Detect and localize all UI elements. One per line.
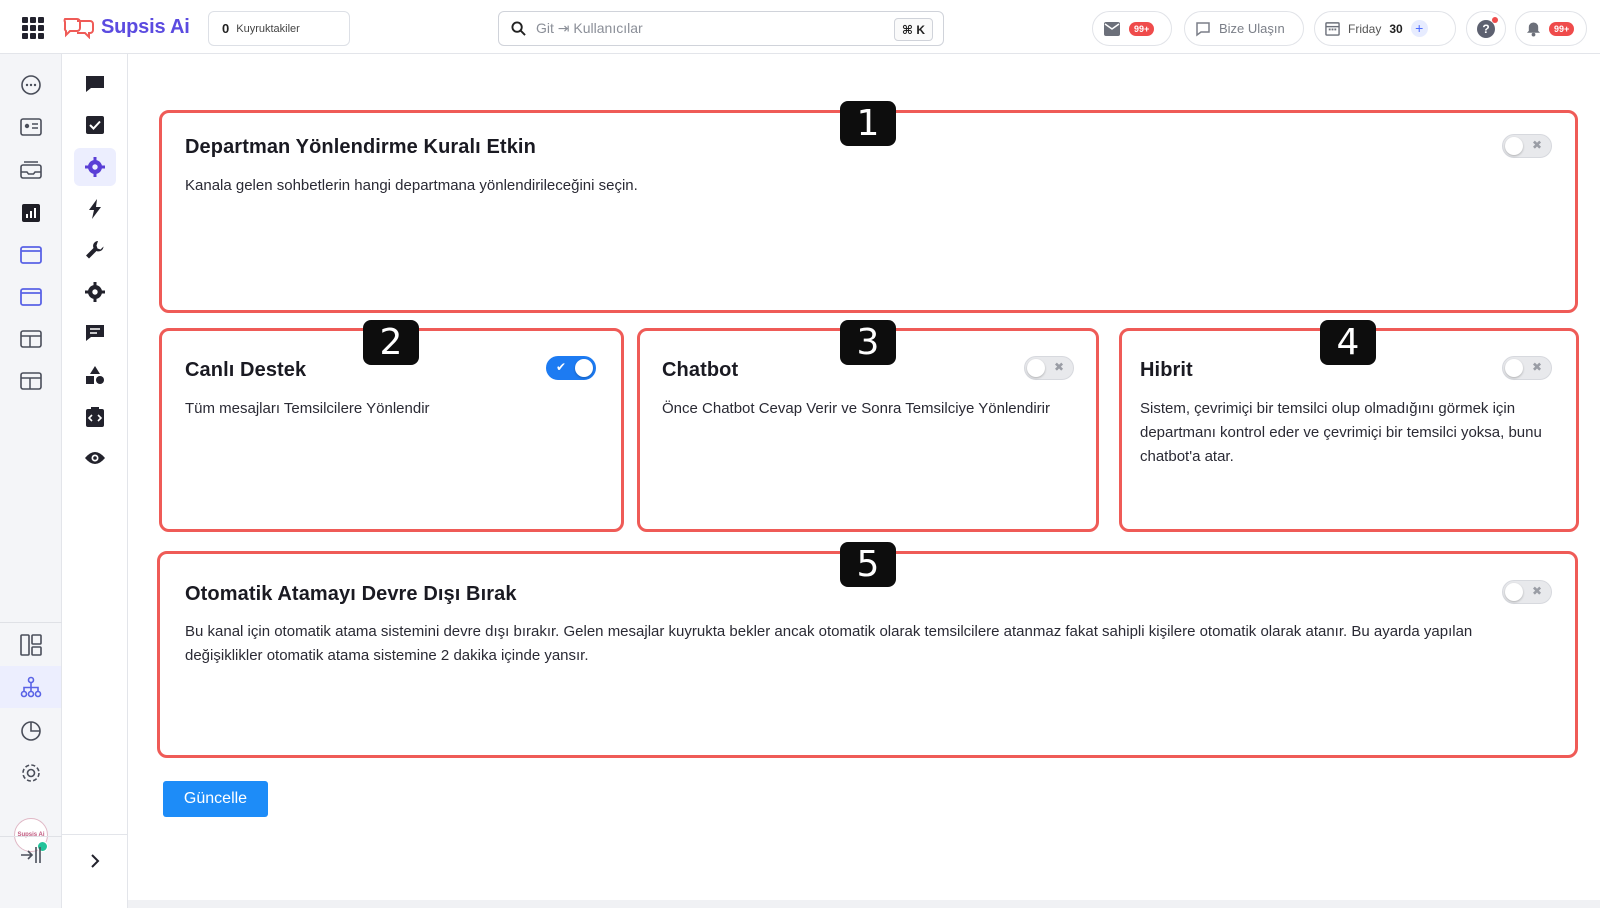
mail-inbox-icon <box>1103 21 1121 37</box>
hybrid-toggle[interactable]: ✖ <box>1502 356 1552 380</box>
rail-divider-bottom <box>0 836 62 837</box>
org-tree-icon <box>20 676 42 698</box>
bottom-strip <box>128 900 1600 908</box>
chatbot-title: Chatbot <box>662 359 739 381</box>
help-button[interactable] <box>1466 11 1506 46</box>
notifications-button[interactable] <box>1515 11 1587 46</box>
annotation-tag-3: 3 <box>840 320 896 365</box>
date-picker[interactable] <box>1314 11 1456 46</box>
contact-card-icon <box>20 118 42 136</box>
live-support-desc: Tüm mesajları Temsilcilere Yönlendir <box>185 400 430 417</box>
browser-window-icon <box>20 246 42 264</box>
collapse-sidebar-icon <box>20 846 42 864</box>
live-support-title: Canlı Destek <box>185 359 307 381</box>
wrench-icon <box>85 240 105 260</box>
rail-layout-2[interactable] <box>18 368 44 394</box>
top-bar <box>0 0 1600 54</box>
sub-nav-comments[interactable] <box>74 314 116 352</box>
sub-nav-channel-settings[interactable] <box>74 148 116 186</box>
routing-rule-title: Departman Yönlendirme Kuralı Etkin <box>185 136 536 158</box>
sub-nav-settings[interactable] <box>74 273 116 311</box>
calendar-icon <box>1325 21 1340 36</box>
eye-icon <box>84 451 106 465</box>
disable-auto-assign-toggle[interactable]: ✖ <box>1502 580 1552 604</box>
rail-dashboard[interactable] <box>18 632 44 658</box>
rail-window-2[interactable] <box>18 284 44 310</box>
rail-chat[interactable] <box>18 72 44 98</box>
bell-icon <box>1526 21 1541 37</box>
queue-label: Kuyruktakiler <box>236 22 300 35</box>
contact-label: Bize Ulaşın <box>1219 21 1285 36</box>
rail-collapse[interactable] <box>18 842 44 868</box>
inbox-tray-icon <box>20 161 42 179</box>
sub-nav-tasks[interactable] <box>74 106 116 144</box>
secondary-sidebar <box>62 54 128 908</box>
pie-chart-icon <box>20 720 42 742</box>
search-bar[interactable] <box>498 11 944 46</box>
queue-counter[interactable] <box>208 11 350 46</box>
disable-auto-assign-desc: Bu kanal için otomatik atama sistemini devre dışı bırakır. Gelen mesajlar kuyrukta bekler ancak otomatik olarak temsilcilere atanmaz fakat sahipli kişilere otomatik olarak atanır. Bu ayarda yapılan değişiklikler otomatik atama sistemine 2 dakika içinde yansır. <box>185 623 1473 664</box>
logo-icon <box>62 15 96 39</box>
hybrid-desc: Sistem, çevrimiçi bir temsilci olup olmadığını görmek için departmanı kontrol eder ve çevrimiçi bir temsilci yoksa, bunu chatbot'a atar. <box>1140 400 1542 465</box>
update-button[interactable]: Güncelle <box>163 781 268 817</box>
message-square-icon <box>85 75 105 93</box>
gear-icon <box>20 762 42 784</box>
primary-sidebar <box>0 54 62 908</box>
rail-window-1[interactable] <box>18 242 44 268</box>
rail-contacts[interactable] <box>18 114 44 140</box>
apps-grid-icon[interactable] <box>22 17 44 39</box>
search-shortcut: ⌘ K <box>894 18 933 41</box>
sub-nav-tools[interactable] <box>74 231 116 269</box>
search-icon <box>511 21 526 36</box>
date-number: 30 <box>1389 21 1403 36</box>
annotation-tag-2: 2 <box>363 320 419 365</box>
layout-panel-icon <box>20 372 42 390</box>
sub-nav-shapes[interactable] <box>74 356 116 394</box>
gear-icon <box>85 282 105 302</box>
annotation-tag-5: 5 <box>840 542 896 587</box>
bar-chart-icon <box>22 204 40 222</box>
brand-name: Supsis Ai <box>101 15 190 38</box>
browser-window-icon <box>20 288 42 306</box>
checkbox-icon <box>86 116 104 134</box>
messages-badge: 99+ <box>1129 22 1154 36</box>
chat-icon <box>20 74 42 96</box>
dashboard-icon <box>20 634 42 656</box>
chatbot-desc: Önce Chatbot Cevap Verir ve Sonra Temsilciye Yönlendirir <box>662 400 1050 417</box>
notifications-badge: 99+ <box>1549 22 1574 36</box>
help-icon: ? <box>1477 20 1495 38</box>
rail-inbox[interactable] <box>18 157 44 183</box>
live-support-toggle[interactable]: ✔ <box>546 356 596 380</box>
rail2-divider <box>62 834 128 835</box>
contact-us-button[interactable] <box>1184 11 1304 46</box>
code-file-icon <box>86 407 104 427</box>
brand-logo[interactable] <box>62 13 190 41</box>
date-day: Friday <box>1348 21 1382 36</box>
queue-count: 0 <box>222 21 230 36</box>
sub-nav-messages[interactable] <box>74 65 116 103</box>
routing-rule-desc: Kanala gelen sohbetlerin hangi departmana yönlendirileceğini seçin. <box>185 177 638 194</box>
rail-layout-1[interactable] <box>18 326 44 352</box>
chat-bubble-icon <box>1195 21 1211 37</box>
layout-panel-icon <box>20 330 42 348</box>
gear-icon <box>85 157 105 177</box>
add-plus-icon[interactable]: + <box>1411 20 1428 37</box>
avatar-text: Supsis Ai <box>17 832 45 838</box>
rail-settings[interactable] <box>18 760 44 786</box>
sub-nav-automation[interactable] <box>74 190 116 228</box>
rail-analytics[interactable] <box>18 718 44 744</box>
chatbot-toggle[interactable]: ✖ <box>1024 356 1074 380</box>
shapes-icon <box>85 365 105 385</box>
annotation-tag-1: 1 <box>840 101 896 146</box>
chevron-right-icon <box>90 853 100 869</box>
expand-sidebar-button[interactable] <box>74 842 116 880</box>
sub-nav-preview[interactable] <box>74 439 116 477</box>
rail-divider <box>0 622 62 623</box>
annotation-tag-4: 4 <box>1320 320 1376 365</box>
lightning-icon <box>88 199 102 219</box>
search-input[interactable]: Git ⇥ Kullanıcılar <box>536 20 643 36</box>
sub-nav-code[interactable] <box>74 398 116 436</box>
hybrid-title: Hibrit <box>1140 359 1193 381</box>
comment-lines-icon <box>85 324 105 342</box>
disable-auto-assign-title: Otomatik Atamayı Devre Dışı Bırak <box>185 583 517 605</box>
rail-organization[interactable] <box>0 666 61 708</box>
routing-rule-toggle[interactable]: ✖ <box>1502 134 1552 158</box>
rail-reports[interactable] <box>18 200 44 226</box>
messages-button[interactable] <box>1092 11 1172 46</box>
